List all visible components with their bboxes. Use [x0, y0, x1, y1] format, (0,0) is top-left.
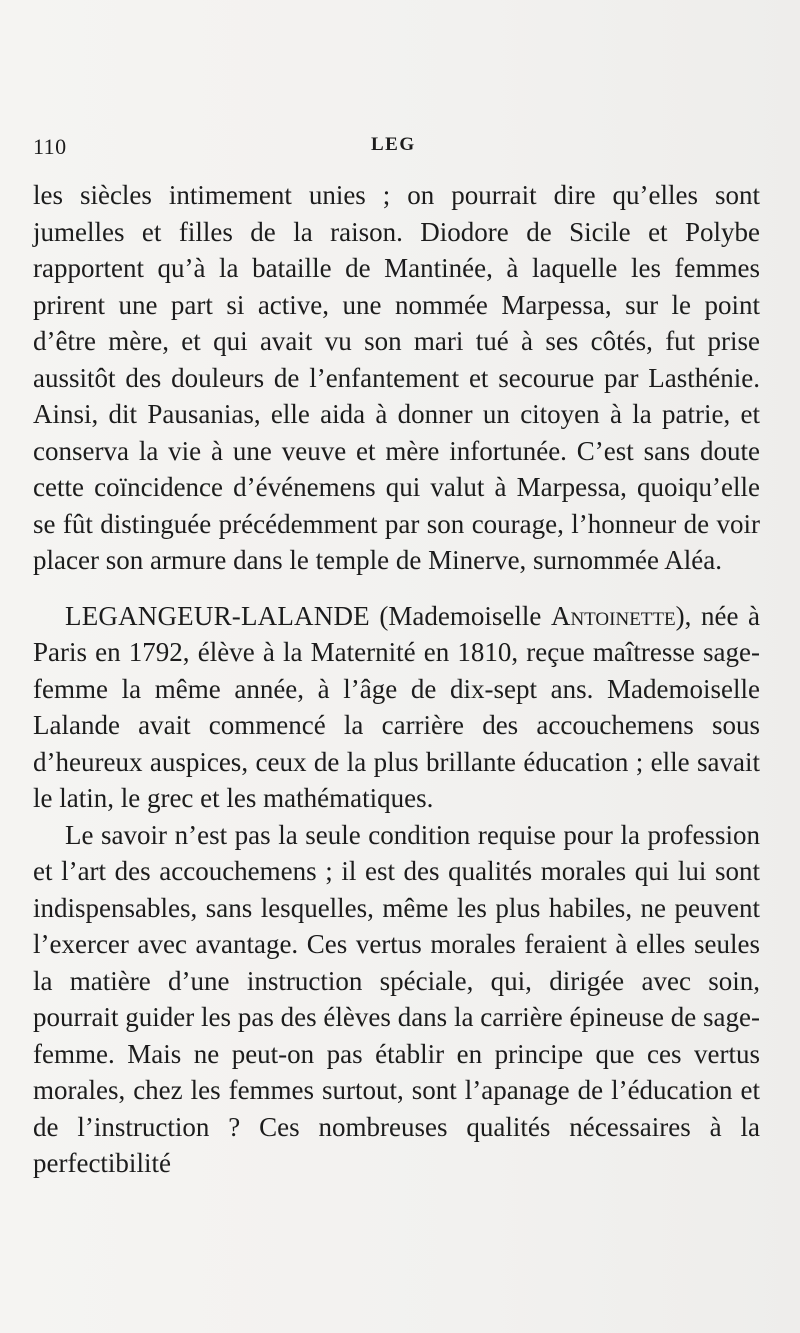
entry-body-text: née à Paris en 1792, élève à la Maternité en 1810, reçue maîtresse sage-femme la même année, à l’âge de dix-sept ans. Mademoiselle Lalande avait commencé la carrière des accouchemens sous d’heureux auspices, ceux de la plus brillante éducation ; elle savait le latin, le grec et les mathématiques. — [33, 600, 760, 813]
page-body — [33, 177, 760, 1182]
entry-title-close: ), — [675, 600, 692, 631]
entry-given-name: Antoinette — [550, 600, 676, 631]
paragraph-marpessa: les siècles intimement unies ; on pourrait dire qu’elles sont jumelles et filles de la raison. Diodore de Sicile et Polybe rapportent qu’à la bataille de Mantinée, à laquelle les femmes prirent une part si active, une nommée Marpessa, sur le point d’être mère, et qui avait vu son mari tué à ses côtés, fut prise aussitôt des douleurs de l’enfantement et secourue par Lasthénie. Ainsi, dit Pausanias, elle aida à donner un citoyen à la patrie, et conserva la vie à une veuve et mère infortunée. C’est sans doute cette coïncidence d’événemens qui valut à Marpessa, quoiqu’elle se fût distinguée précédemment par son courage, l’honneur de voir placer son armure dans le temple de Minerve, surnommée Aléa. — [33, 180, 760, 575]
running-title: LEG — [371, 134, 416, 155]
paragraph-vertus-morales: Le savoir n’est pas la seule condition requise pour la profession et l’art des accouchemens ; il est des qualités morales qui lui sont indispensables, sans lesquelles, même les plus habiles, ne peuvent l’exercer avec avantage. Ces vertus morales feraient à elles seules la matière d’une instruction spéciale, qui, dirigée avec soin, pourrait guider les pas des élèves dans la carrière épineuse de sage-femme. Mais ne peut-on pas établir en principe que ces vertus morales, chez les femmes surtout, sont l’apanage de l’éducation et de l’instruction ? Ces nombreuses qualités nécessaires à la perfectibilité — [33, 819, 760, 1178]
page-number: 110 — [33, 134, 67, 159]
paragraph-legangeur-lalande — [33, 598, 760, 817]
running-head — [33, 134, 760, 174]
entry-heading-name: LEGANGEUR-LALANDE — [65, 600, 370, 631]
entry-title-open: (Mademoiselle — [369, 600, 551, 631]
